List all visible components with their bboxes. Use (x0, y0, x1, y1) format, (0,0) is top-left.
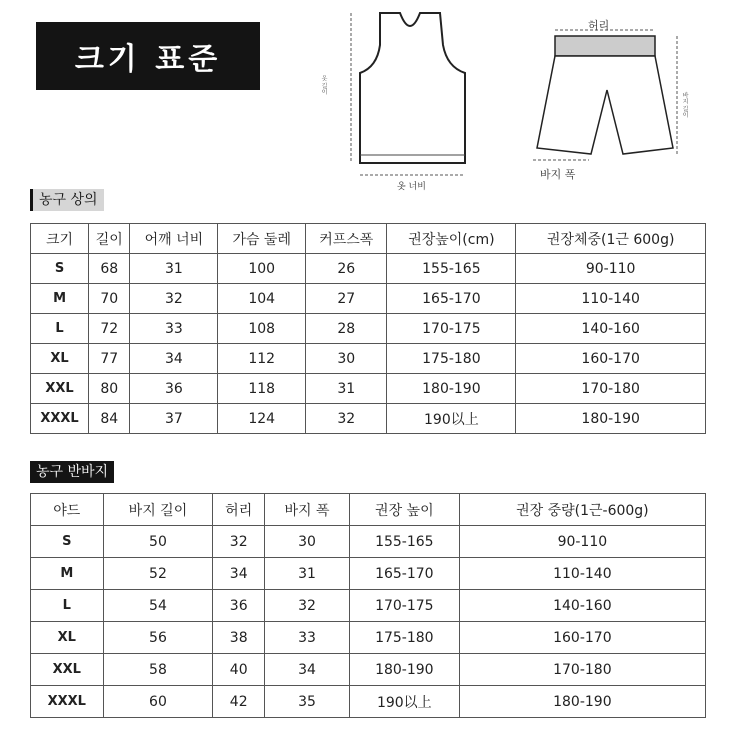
table-cell: 180-190 (459, 686, 705, 718)
table-row (31, 344, 706, 374)
size-cell: XL (31, 344, 89, 374)
table-cell: 56 (103, 622, 213, 654)
top-size-table (30, 223, 706, 434)
header-cell: 허리 (213, 494, 265, 526)
table-cell: 110-140 (459, 558, 705, 590)
header-cell: 권장 중량(1근-600g) (459, 494, 705, 526)
table-cell: 32 (213, 526, 265, 558)
table-cell: 32 (130, 284, 218, 314)
size-cell: XXXL (31, 686, 104, 718)
jersey-illustration (325, 5, 495, 185)
table-cell: 26 (306, 254, 387, 284)
table-cell: 58 (103, 654, 213, 686)
table-cell: 140-160 (459, 590, 705, 622)
table-cell: 104 (218, 284, 306, 314)
size-chart-banner (36, 22, 260, 90)
table-row (31, 590, 706, 622)
header-cell: 바지 폭 (265, 494, 350, 526)
table-cell: 90-110 (459, 526, 705, 558)
table-cell: 108 (218, 314, 306, 344)
table-cell: 30 (306, 344, 387, 374)
table-cell: 84 (89, 404, 130, 434)
size-cell: L (31, 590, 104, 622)
table-row (31, 654, 706, 686)
table-cell: 175-180 (387, 344, 516, 374)
table-row (31, 526, 706, 558)
table-cell: 160-170 (459, 622, 705, 654)
table-row (31, 686, 706, 718)
size-cell: XXL (31, 374, 89, 404)
header-cell: 권장 높이 (349, 494, 459, 526)
bottom-size-table (30, 493, 706, 718)
table-cell: 34 (213, 558, 265, 590)
table-cell: 77 (89, 344, 130, 374)
top-section-label: 농구 상의 (30, 189, 104, 211)
table-cell: 31 (265, 558, 350, 590)
header-cell: 어깨 너비 (130, 224, 218, 254)
table-cell: 60 (103, 686, 213, 718)
table-cell: 100 (218, 254, 306, 284)
table-row (31, 622, 706, 654)
table-cell: 31 (306, 374, 387, 404)
table-cell: 140-160 (516, 314, 706, 344)
table-cell: 38 (213, 622, 265, 654)
table-row (31, 558, 706, 590)
table-cell: 33 (130, 314, 218, 344)
table-cell: 72 (89, 314, 130, 344)
waist-label: 허리 (588, 19, 610, 32)
table-cell: 42 (213, 686, 265, 718)
table-cell: 112 (218, 344, 306, 374)
table-cell: 180-190 (349, 654, 459, 686)
table-cell: 37 (130, 404, 218, 434)
table-cell: 170-180 (516, 374, 706, 404)
table-cell: 54 (103, 590, 213, 622)
table-cell: 68 (89, 254, 130, 284)
table-cell: 170-175 (387, 314, 516, 344)
table-cell: 31 (130, 254, 218, 284)
banner-title: 크기 표준 (74, 42, 222, 77)
table-cell: 40 (213, 654, 265, 686)
table-cell: 34 (265, 654, 350, 686)
table-cell: 70 (89, 284, 130, 314)
table-cell: 155-165 (349, 526, 459, 558)
table-cell: 30 (265, 526, 350, 558)
size-cell: XXXL (31, 404, 89, 434)
shorts-illustration (515, 20, 690, 180)
size-cell: XXL (31, 654, 104, 686)
header-cell: 커프스폭 (306, 224, 387, 254)
table-cell: 165-170 (387, 284, 516, 314)
header-cell: 야드 (31, 494, 104, 526)
table-cell: 32 (265, 590, 350, 622)
header-cell: 가슴 둘레 (218, 224, 306, 254)
table-cell: 160-170 (516, 344, 706, 374)
table-cell: 180-190 (516, 404, 706, 434)
table-cell: 170-180 (459, 654, 705, 686)
header-cell: 크기 (31, 224, 89, 254)
table-row (31, 284, 706, 314)
table-cell: 155-165 (387, 254, 516, 284)
table-cell: 80 (89, 374, 130, 404)
table-header-row (31, 224, 706, 254)
table-cell: 170-175 (349, 590, 459, 622)
table-row (31, 404, 706, 434)
size-cell: S (31, 254, 89, 284)
leg-width-label: 바지 폭 (540, 168, 576, 181)
size-cell: S (31, 526, 104, 558)
table-cell: 27 (306, 284, 387, 314)
size-cell: M (31, 284, 89, 314)
header-cell: 권장높이(cm) (387, 224, 516, 254)
table-cell: 190以上 (387, 404, 516, 434)
size-cell: M (31, 558, 104, 590)
size-cell: L (31, 314, 89, 344)
table-cell: 180-190 (387, 374, 516, 404)
table-header-row (31, 494, 706, 526)
table-cell: 110-140 (516, 284, 706, 314)
table-cell: 35 (265, 686, 350, 718)
shirt-height-label: 옷 길이 (320, 75, 327, 95)
table-cell: 165-170 (349, 558, 459, 590)
shirt-width-label: 옷 너비 (397, 182, 426, 192)
table-cell: 32 (306, 404, 387, 434)
table-cell: 33 (265, 622, 350, 654)
header-cell: 길이 (89, 224, 130, 254)
table-cell: 34 (130, 344, 218, 374)
table-cell: 190以上 (349, 686, 459, 718)
table-cell: 124 (218, 404, 306, 434)
table-row (31, 374, 706, 404)
table-cell: 36 (130, 374, 218, 404)
table-row (31, 254, 706, 284)
table-cell: 50 (103, 526, 213, 558)
table-cell: 90-110 (516, 254, 706, 284)
table-row (31, 314, 706, 344)
size-cell: XL (31, 622, 104, 654)
table-cell: 36 (213, 590, 265, 622)
header-cell: 권장체중(1근 600g) (516, 224, 706, 254)
table-cell: 175-180 (349, 622, 459, 654)
bottom-section-label: 농구 반바지 (30, 461, 114, 483)
header-cell: 바지 길이 (103, 494, 213, 526)
pants-length-label: 바지 길이 (681, 92, 688, 118)
table-cell: 52 (103, 558, 213, 590)
table-cell: 28 (306, 314, 387, 344)
table-cell: 118 (218, 374, 306, 404)
